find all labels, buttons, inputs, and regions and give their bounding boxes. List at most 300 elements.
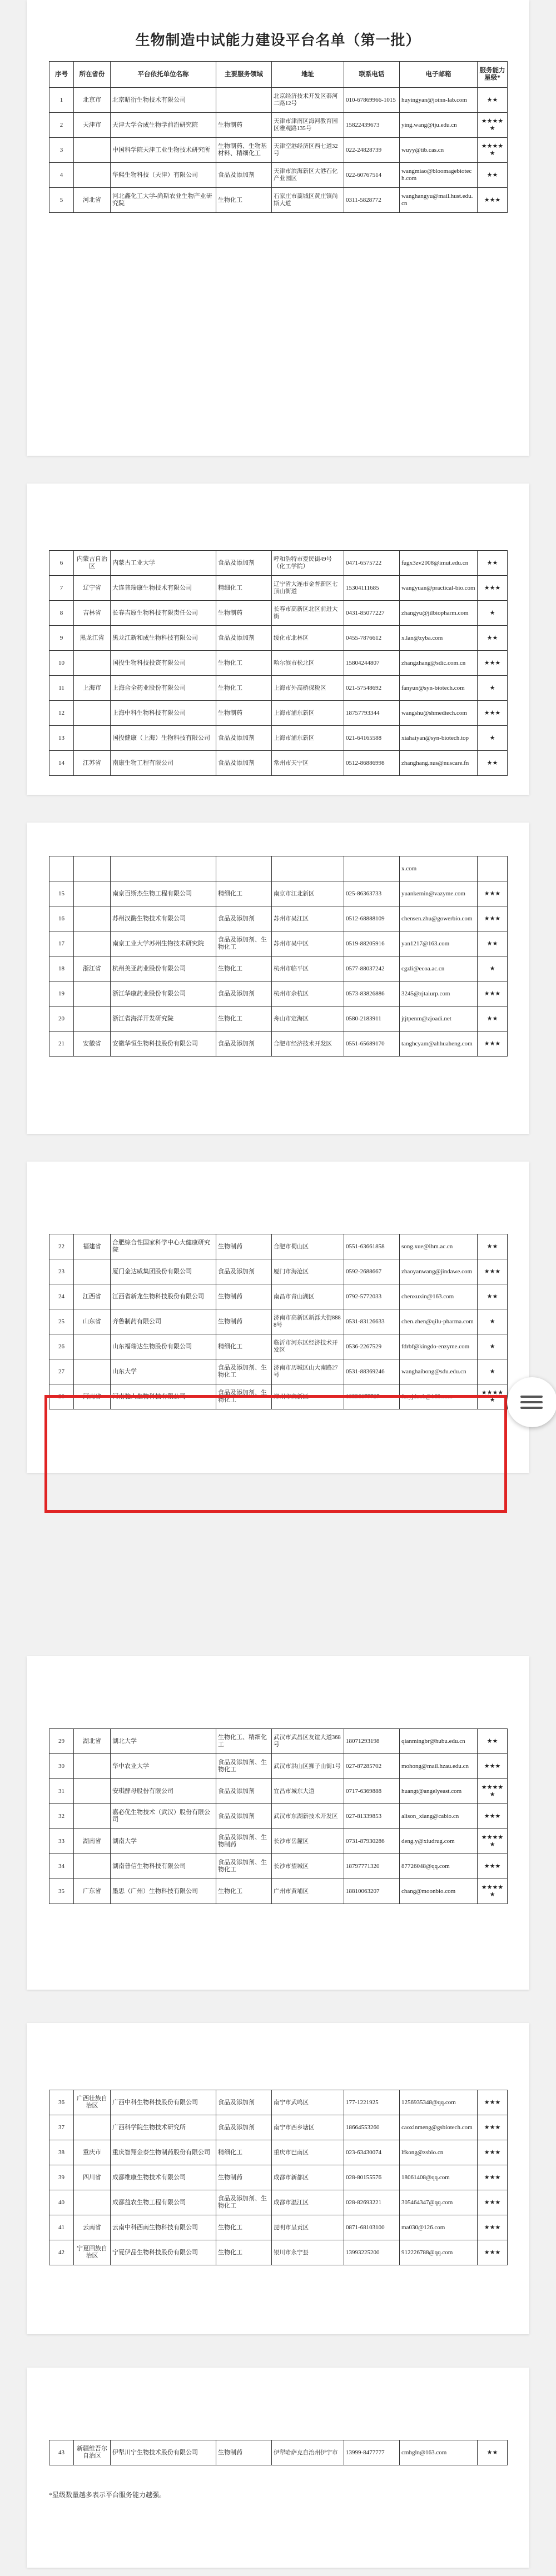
star-rating: ★★★	[478, 1854, 508, 1879]
address-cell: 济南市历城区山大南路27号	[272, 1359, 344, 1384]
service-field-cell: 生物制药	[216, 1309, 272, 1334]
star-rating: ★★	[478, 931, 508, 956]
province-cell: 广西壮族自治区	[74, 2090, 111, 2115]
table-row	[49, 856, 508, 881]
province-cell	[74, 1359, 111, 1384]
service-field-cell: 生物化工	[216, 651, 272, 676]
star-rating: ★★	[478, 2440, 508, 2465]
phone-cell: 0573-83826886	[344, 981, 400, 1007]
phone-cell: 0512-86886998	[344, 751, 400, 776]
row-number: 30	[49, 1754, 74, 1779]
phone-cell: 13993225200	[344, 2240, 400, 2265]
unit-name-cell: 中国科学院天津工业生物技术研究所	[111, 138, 216, 163]
star-rating: ★★★★★	[478, 1879, 508, 1904]
phone-cell: 022-24828739	[344, 138, 400, 163]
star-rating: ★★★★★	[478, 1384, 508, 1409]
service-field-cell: 食品及添加剂	[216, 1779, 272, 1804]
platform-table-4	[49, 1234, 508, 1409]
column-header: 电子邮箱	[400, 62, 478, 88]
unit-name-cell: 墨思（广州）生物科技有限公司	[111, 1879, 216, 1904]
star-rating: ★★★	[478, 881, 508, 906]
table-row	[49, 2215, 508, 2240]
row-number: 14	[49, 751, 74, 776]
platform-table-3	[49, 856, 508, 1057]
email-cell: zhanghang.nus@nuscare.fn	[400, 751, 478, 776]
star-rating: ★★★	[478, 2115, 508, 2140]
address-cell: 成都市温江区	[272, 2190, 344, 2215]
unit-name-cell: 厦门金达威集团股份有限公司	[111, 1259, 216, 1284]
platform-table-6	[49, 2090, 508, 2265]
star-rating: ★	[478, 676, 508, 701]
email-cell: x.lan@zyba.com	[400, 626, 478, 651]
row-number: 37	[49, 2115, 74, 2140]
row-number: 19	[49, 981, 74, 1007]
address-cell: 天津空港经济区西七道32号	[272, 138, 344, 163]
address-cell: 苏州市吴江区	[272, 906, 344, 931]
star-rating: ★★★★★	[478, 113, 508, 138]
unit-name-cell: 伊犁川宁生物技术股份有限公司	[111, 2440, 216, 2465]
province-cell: 湖南省	[74, 1829, 111, 1854]
email-cell: caoxinmeng@gsbiotech.com	[400, 2115, 478, 2140]
address-cell: 苏州市吴中区	[272, 931, 344, 956]
address-cell: 武汉市武昌区友谊大道368号	[272, 1729, 344, 1754]
row-number: 18	[49, 956, 74, 981]
row-number: 20	[49, 1007, 74, 1032]
phone-cell: 0512-68888109	[344, 906, 400, 931]
star-rating: ★★★	[478, 2090, 508, 2115]
province-cell: 湖北省	[74, 1729, 111, 1754]
unit-name-cell: 上海合全药业股份有限公司	[111, 676, 216, 701]
table-row	[49, 1779, 508, 1804]
phone-cell: 15804244807	[344, 651, 400, 676]
service-field-cell: 食品及添加剂	[216, 726, 272, 751]
phone-cell: 010-67869966-1015	[344, 88, 400, 113]
email-cell: fugx3zv2008@imut.edu.cn	[400, 551, 478, 576]
phone-cell: 0871-68103100	[344, 2215, 400, 2240]
table-row	[49, 576, 508, 601]
unit-name-cell: 湖南大学	[111, 1829, 216, 1854]
service-field-cell: 生物化工	[216, 956, 272, 981]
province-cell: 江苏省	[74, 751, 111, 776]
email-cell: yan1217@163.com	[400, 931, 478, 956]
email-cell: 18061408@qq.com	[400, 2165, 478, 2190]
phone-cell: 18071293198	[344, 1729, 400, 1754]
unit-name-cell: 国投健康（上海）生物科技有限公司	[111, 726, 216, 751]
email-cell: qianmingbr@hubu.edu.cn	[400, 1729, 478, 1754]
province-cell	[74, 1754, 111, 1779]
unit-name-cell: 江西省新龙生物科技股份有限公司	[111, 1284, 216, 1309]
province-cell: 云南省	[74, 2215, 111, 2240]
address-cell: 天津市津南区海河教育园区雅观路135号	[272, 113, 344, 138]
address-cell: 杭州市临平区	[272, 956, 344, 981]
menu-line-icon	[520, 1407, 543, 1409]
row-number: 24	[49, 1284, 74, 1309]
email-cell: song.xue@ihm.ac.cn	[400, 1234, 478, 1259]
service-field-cell: 生物化工	[216, 188, 272, 213]
star-rating: ★★★	[478, 576, 508, 601]
service-field-cell: 生物化工	[216, 2215, 272, 2240]
address-cell: 杭州市余杭区	[272, 981, 344, 1007]
address-cell: 南宁市西乡塘区	[272, 2115, 344, 2140]
row-number: 5	[49, 188, 74, 213]
row-number: 27	[49, 1359, 74, 1384]
row-number: 40	[49, 2190, 74, 2215]
row-number: 41	[49, 2215, 74, 2240]
service-field-cell: 精细化工	[216, 881, 272, 906]
phone-cell: 18797771320	[344, 1854, 400, 1879]
province-cell: 江西省	[74, 1284, 111, 1309]
email-cell: 87726048@qq.com	[400, 1854, 478, 1879]
table-row	[49, 2440, 508, 2465]
star-rating: ★	[478, 1309, 508, 1334]
star-rating: ★★	[478, 1234, 508, 1259]
service-field-cell: 生物化工、精细化工	[216, 1729, 272, 1754]
province-cell: 安徽省	[74, 1032, 111, 1057]
province-cell	[74, 981, 111, 1007]
address-cell: 天津市滨海新区大港石化产业园区	[272, 163, 344, 188]
province-cell: 新疆维吾尔自治区	[74, 2440, 111, 2465]
service-field-cell: 生物制药	[216, 113, 272, 138]
unit-name-cell: 南京工业大学苏州生物技术研究院	[111, 931, 216, 956]
phone-cell: 18810063207	[344, 1879, 400, 1904]
province-cell: 黑龙江省	[74, 626, 111, 651]
star-rating: ★★	[478, 1729, 508, 1754]
email-cell: jtjtpenm@zjoadi.net	[400, 1007, 478, 1032]
province-cell: 河南省	[74, 1384, 111, 1409]
phone-cell: 13999-8477777	[344, 2440, 400, 2465]
address-cell: 重庆市巴南区	[272, 2140, 344, 2165]
email-cell: wangshu@shmedtech.com	[400, 701, 478, 726]
star-rating: ★	[478, 601, 508, 626]
address-cell: 临沂市河东区经济技术开发区	[272, 1334, 344, 1359]
platform-table-1	[49, 61, 508, 213]
table-row	[49, 1854, 508, 1879]
table-row	[49, 138, 508, 163]
address-cell: 舟山市定海区	[272, 1007, 344, 1032]
row-number: 23	[49, 1259, 74, 1284]
row-number: 22	[49, 1234, 74, 1259]
star-rating: ★★★	[478, 1032, 508, 1057]
phone-cell: 0536-2267529	[344, 1334, 400, 1359]
service-field-cell: 生物制药	[216, 701, 272, 726]
phone-cell: 18757793344	[344, 701, 400, 726]
email-cell: x.com	[400, 856, 478, 881]
address-cell: 成都市新都区	[272, 2165, 344, 2190]
row-number: 9	[49, 626, 74, 651]
star-rating: ★★	[478, 88, 508, 113]
table-row	[49, 2240, 508, 2265]
unit-name-cell: 华中农业大学	[111, 1754, 216, 1779]
phone-cell: 0551-65689170	[344, 1032, 400, 1057]
table-row	[49, 2115, 508, 2140]
table-row	[49, 1359, 508, 1384]
phone-cell: 15304111685	[344, 576, 400, 601]
service-field-cell: 食品及添加剂	[216, 163, 272, 188]
email-cell: 3245@zjtaiurp.com	[400, 981, 478, 1007]
row-number: 38	[49, 2140, 74, 2165]
footnote: *星级数量越多表示平台服务能力越强。	[49, 2491, 166, 2499]
province-cell: 广东省	[74, 1879, 111, 1904]
unit-name-cell: 云南中科西南生物科技有限公司	[111, 2215, 216, 2240]
email-cell: wangmiao@bloomagebiotech.com	[400, 163, 478, 188]
table-row	[49, 2090, 508, 2115]
star-rating: ★★	[478, 751, 508, 776]
row-number: 6	[49, 551, 74, 576]
unit-name-cell: 河北鑫化工大学-尚斯农业生物产业研究院	[111, 188, 216, 213]
star-rating: ★★★★★	[478, 1779, 508, 1804]
table-row	[49, 981, 508, 1007]
address-cell: 厦门市海沧区	[272, 1259, 344, 1284]
phone-cell: 0792-5772033	[344, 1284, 400, 1309]
service-field-cell: 食品及添加剂、生物化工	[216, 1754, 272, 1779]
table-row	[49, 88, 508, 113]
province-cell: 河北省	[74, 188, 111, 213]
table-row	[49, 113, 508, 138]
address-cell: 长沙市岳麓区	[272, 1829, 344, 1854]
doc-page-6	[27, 2023, 529, 2334]
table-row	[49, 1879, 508, 1904]
service-field-cell: 生物制药	[216, 601, 272, 626]
email-cell: xiahaiyan@syn-biotech.top	[400, 726, 478, 751]
province-cell: 福建省	[74, 1234, 111, 1259]
address-cell: 呼和浩特市爱民街49号（化工学院）	[272, 551, 344, 576]
phone-cell: 027-87285702	[344, 1754, 400, 1779]
row-number: 32	[49, 1804, 74, 1829]
address-cell: 上海市外高桥保税区	[272, 676, 344, 701]
unit-name-cell: 湖南普信生物科技有限公司	[111, 1854, 216, 1879]
row-number: 34	[49, 1854, 74, 1879]
table-row	[49, 1309, 508, 1334]
star-rating: ★★★★★	[478, 1829, 508, 1854]
doc-page-3	[27, 823, 529, 1134]
star-rating: ★★	[478, 626, 508, 651]
star-rating: ★★	[478, 1284, 508, 1309]
unit-name-cell: 嘉必优生物技术（武汉）股份有限公司	[111, 1804, 216, 1829]
table-row	[49, 1754, 508, 1779]
doc-page-1	[27, 0, 529, 456]
service-field-cell: 生物制药、生物基材料、精细化工	[216, 138, 272, 163]
row-number: 43	[49, 2440, 74, 2465]
email-cell: 1256935348@qq.com	[400, 2090, 478, 2115]
email-cell: zhangzhang@sdic.com.cn	[400, 651, 478, 676]
phone-cell: 0717-6369888	[344, 1779, 400, 1804]
email-cell: deng.y@xiudrug.com	[400, 1829, 478, 1854]
email-cell: mohong@mail.hzau.edu.cn	[400, 1754, 478, 1779]
column-header: 平台依托单位名称	[111, 62, 216, 88]
service-field-cell: 生物制药	[216, 1234, 272, 1259]
service-field-cell: 食品及添加剂、生物化工	[216, 1359, 272, 1384]
table-row	[49, 906, 508, 931]
province-cell	[74, 1779, 111, 1804]
star-rating: ★	[478, 1334, 508, 1359]
unit-name-cell: 浙江省海洋开发研究院	[111, 1007, 216, 1032]
province-cell	[74, 856, 111, 881]
address-cell: 合肥市蜀山区	[272, 1234, 344, 1259]
phone-cell: 15822439673	[344, 113, 400, 138]
table-row	[49, 931, 508, 956]
row-number: 12	[49, 701, 74, 726]
table-row	[49, 751, 508, 776]
table-row	[49, 551, 508, 576]
province-cell: 内蒙古自治区	[74, 551, 111, 576]
star-rating: ★★★	[478, 1259, 508, 1284]
page-title: 生物制造中试能力建设平台名单（第一批）	[135, 32, 421, 48]
row-number: 42	[49, 2240, 74, 2265]
floating-menu-button[interactable]	[507, 1377, 556, 1427]
email-cell: fanyun@syn-biotech.com	[400, 676, 478, 701]
unit-name-cell: 齐鲁制药有限公司	[111, 1309, 216, 1334]
email-cell: tanghcyam@ahhuaheng.com	[400, 1032, 478, 1057]
address-cell: 伊犁哈萨克自治州伊宁市	[272, 2440, 344, 2465]
email-cell: wanghaibong@sdu.edu.cn	[400, 1359, 478, 1384]
phone-cell: 021-57548692	[344, 676, 400, 701]
row-number: 8	[49, 601, 74, 626]
email-cell: ying.wang@tju.edu.cn	[400, 113, 478, 138]
star-rating: ★★★	[478, 906, 508, 931]
row-number	[49, 856, 74, 881]
service-field-cell: 精细化工	[216, 2140, 272, 2165]
province-cell	[74, 701, 111, 726]
row-number: 26	[49, 1334, 74, 1359]
unit-name-cell: 广西科学院生物技术研究所	[111, 2115, 216, 2140]
email-cell: zhaoyanwang@jindawe.com	[400, 1259, 478, 1284]
province-cell: 浙江省	[74, 956, 111, 981]
menu-line-icon	[520, 1396, 543, 1398]
phone-cell: 0311-5828772	[344, 188, 400, 213]
email-cell: alison_xiang@cabio.cn	[400, 1804, 478, 1829]
email-cell: chang@moonbio.com	[400, 1879, 478, 1904]
unit-name-cell: 成都维康生物技术有限公司	[111, 2165, 216, 2190]
unit-name-cell: 宁夏伊品生物科技股份有限公司	[111, 2240, 216, 2265]
star-rating: ★★★	[478, 2190, 508, 2215]
email-cell: yuankemin@vazyme.com	[400, 881, 478, 906]
phone-cell: 177-1221925	[344, 2090, 400, 2115]
unit-name-cell: 大连普瑞康生物技术有限公司	[111, 576, 216, 601]
row-number: 21	[49, 1032, 74, 1057]
phone-cell: 0519-88205916	[344, 931, 400, 956]
address-cell: 辽宁省大连市金普新区七顶山街道	[272, 576, 344, 601]
email-cell: ma030@126.com	[400, 2215, 478, 2240]
row-number: 3	[49, 138, 74, 163]
phone-cell: 0577-88037242	[344, 956, 400, 981]
email-cell: 305464347@qq.com	[400, 2190, 478, 2215]
province-cell	[74, 906, 111, 931]
phone-cell: 0431-85077227	[344, 601, 400, 626]
address-cell: 上海市浦东新区	[272, 701, 344, 726]
table-row	[49, 1804, 508, 1829]
star-rating: ★★★	[478, 701, 508, 726]
row-number: 28	[49, 1384, 74, 1409]
email-cell: wangyuan@practical-bio.com	[400, 576, 478, 601]
province-cell: 上海市	[74, 676, 111, 701]
unit-name-cell: 合肥综合性国家科学中心大健康研究院	[111, 1234, 216, 1259]
unit-name-cell: 北京昭衍生物技术有限公司	[111, 88, 216, 113]
email-cell: huyingyan@joinn-lab.com	[400, 88, 478, 113]
address-cell: 济南市高新区新泺大街8888号	[272, 1309, 344, 1334]
address-cell: 绥化市北林区	[272, 626, 344, 651]
star-rating: ★★★	[478, 2140, 508, 2165]
table-row	[49, 188, 508, 213]
row-number: 4	[49, 163, 74, 188]
email-cell: cgzli@ecoa.ac.cn	[400, 956, 478, 981]
column-header: 地址	[272, 62, 344, 88]
address-cell: 长沙市望城区	[272, 1854, 344, 1879]
address-cell	[272, 856, 344, 881]
province-cell: 四川省	[74, 2165, 111, 2190]
table-row	[49, 651, 508, 676]
phone-cell: 028-80155576	[344, 2165, 400, 2190]
phone-cell: 0531-88369246	[344, 1359, 400, 1384]
address-cell: 上海市浦东新区	[272, 726, 344, 751]
table-row	[49, 2190, 508, 2215]
email-cell: wuyy@tib.cas.cn	[400, 138, 478, 163]
address-cell: 合肥市经济技术开发区	[272, 1032, 344, 1057]
email-cell: lfkong@zsbio.cn	[400, 2140, 478, 2165]
address-cell: 武汉市洪山区狮子山街1号	[272, 1754, 344, 1779]
service-field-cell: 生物化工	[216, 676, 272, 701]
email-cell: chensen.zhu@gowerbio.com	[400, 906, 478, 931]
province-cell	[74, 726, 111, 751]
service-field-cell: 食品及添加剂	[216, 2115, 272, 2140]
table-row	[49, 676, 508, 701]
unit-name-cell: 杭州美亚药业股份有限公司	[111, 956, 216, 981]
province-cell	[74, 1007, 111, 1032]
unit-name-cell: 成都益农生物工程有限公司	[111, 2190, 216, 2215]
table-row	[49, 701, 508, 726]
table-row	[49, 1007, 508, 1032]
table-row	[49, 626, 508, 651]
table-row	[49, 163, 508, 188]
service-field-cell: 食品及添加剂	[216, 906, 272, 931]
star-rating: ★★★★★	[478, 138, 508, 163]
platform-table-5	[49, 1728, 508, 1904]
province-cell: 辽宁省	[74, 576, 111, 601]
unit-name-cell: 黑龙江新和成生物科技有限公司	[111, 626, 216, 651]
doc-page-5	[27, 1656, 529, 1990]
address-cell: 哈尔滨市松北区	[272, 651, 344, 676]
unit-name-cell: 国投生物科技投资有限公司	[111, 651, 216, 676]
address-cell: 南昌市青山湖区	[272, 1284, 344, 1309]
star-rating: ★	[478, 956, 508, 981]
service-field-cell: 食品及添加剂	[216, 551, 272, 576]
unit-name-cell: 重庆智翔金泰生物制药股份有限公司	[111, 2140, 216, 2165]
email-cell: cmhgln@163.com	[400, 2440, 478, 2465]
province-cell: 吉林省	[74, 601, 111, 626]
unit-name-cell: 长春吉原生物科技有限责任公司	[111, 601, 216, 626]
unit-name-cell: 华熙生物科技（天津）有限公司	[111, 163, 216, 188]
service-field-cell: 生物制药	[216, 2165, 272, 2190]
service-field-cell: 食品及添加剂	[216, 981, 272, 1007]
table-row	[49, 956, 508, 981]
province-cell	[74, 881, 111, 906]
row-number: 16	[49, 906, 74, 931]
unit-name-cell	[111, 856, 216, 881]
star-rating: ★★	[478, 1007, 508, 1032]
province-cell: 天津市	[74, 113, 111, 138]
unit-name-cell: 浙江华康药业股份有限公司	[111, 981, 216, 1007]
star-rating: ★★★	[478, 651, 508, 676]
star-rating: ★★★	[478, 2215, 508, 2240]
column-header: 服务能力星级*	[478, 62, 508, 88]
table-row	[49, 1032, 508, 1057]
row-number: 31	[49, 1779, 74, 1804]
service-field-cell: 食品及添加剂	[216, 2090, 272, 2115]
phone-cell: 0531-83126633	[344, 1309, 400, 1334]
province-cell: 山东省	[74, 1309, 111, 1334]
province-cell	[74, 651, 111, 676]
province-cell: 宁夏回族自治区	[74, 2240, 111, 2265]
table-row	[49, 726, 508, 751]
